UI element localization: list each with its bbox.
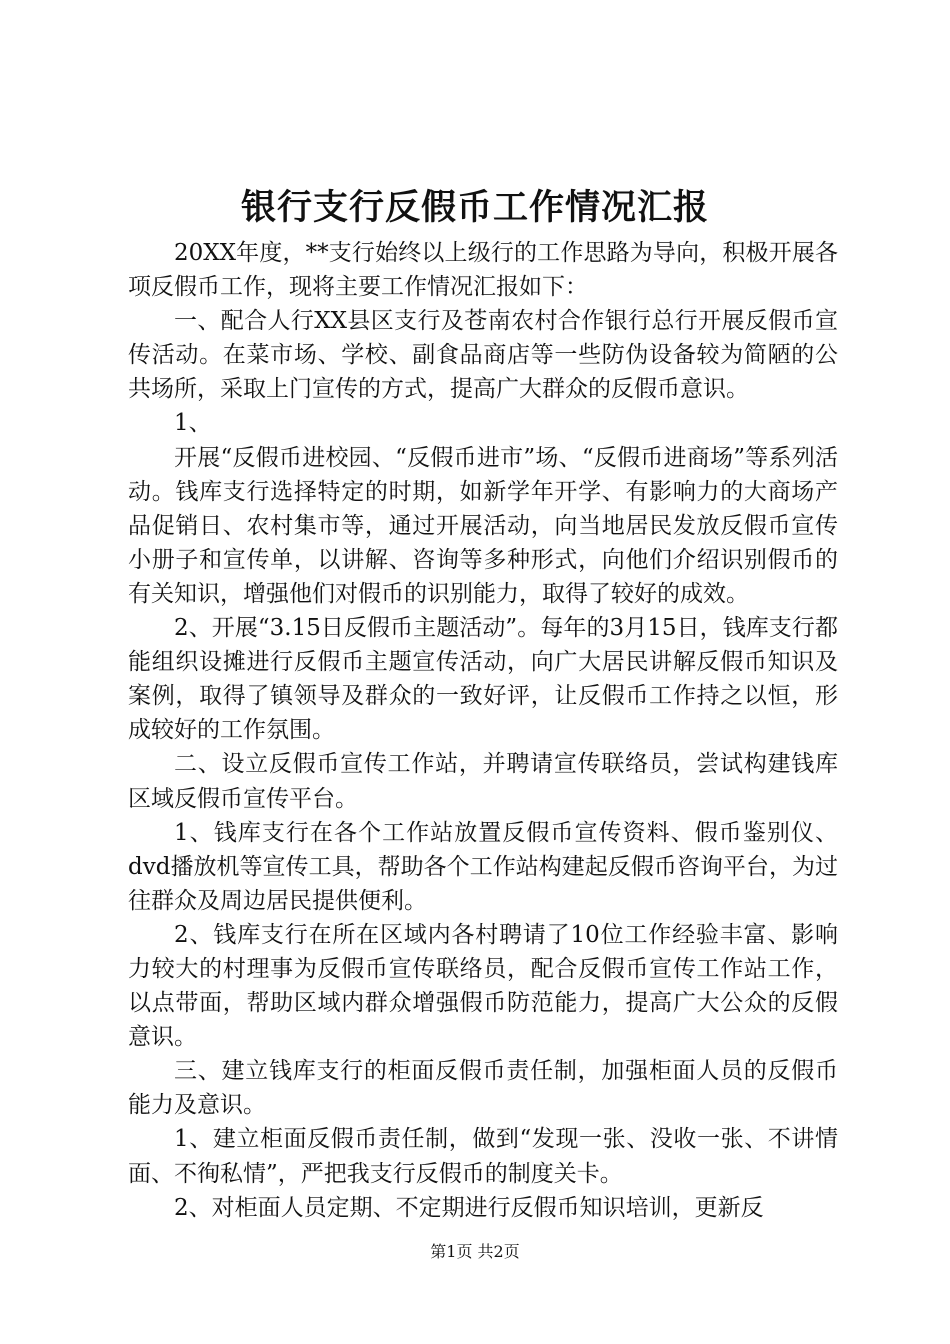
paragraph-item-1-2: 2、开展“3.15日反假币主题活动”。每年的3月15日，钱库支行都能组织设摊进行反假币主题宣传活动，向广大居民讲解反假币知识及案例，取得了镇领导及群众的一致好评，让反假币工作持之以恒，形成较好的工作氛围。 bbox=[128, 615, 838, 744]
paragraph-item-3-2: 2、对柜面人员定期、不定期进行反假币知识培训，更新反 bbox=[174, 1194, 764, 1221]
document-title: 银行支行反假币工作情况汇报 bbox=[240, 187, 709, 228]
page-number: 第1页 共2页 bbox=[430, 1242, 520, 1261]
paragraph-intro: 20XX年度，**支行始终以上级行的工作思路为导向，积极开展各项反假币工作，现将主要工作情况汇报如下： bbox=[128, 240, 838, 301]
paragraph-item-2-1: 1、钱库支行在各个工作站放置反假币宣传资料、假币鉴别仪、dvd播放机等宣传工具，帮助各个工作站构建起反假币咨询平台，为过往群众及周边居民提供便利。 bbox=[128, 819, 838, 914]
paragraph-section-3: 三、建立钱库支行的柜面反假币责任制，加强柜面人员的反假币能力及意识。 bbox=[128, 1058, 838, 1119]
paragraph-item-3-1: 1、建立柜面反假币责任制，做到“发现一张、没收一张、不讲情面、不徇私情”，严把我支行反假币的制度关卡。 bbox=[128, 1126, 838, 1187]
paragraph-section-2: 二、设立反假币宣传工作站，并聘请宣传联络员，尝试构建钱库区域反假币宣传平台。 bbox=[128, 751, 838, 812]
paragraph-item-2-2: 2、钱库支行在所在区域内各村聘请了10位工作经验丰富、影响力较大的村理事为反假币宣传联络员，配合反假币宣传工作站工作，以点带面，帮助区域内群众增强假币防范能力，提高广大公众的反假意识。 bbox=[128, 921, 838, 1051]
document-body bbox=[128, 236, 838, 1225]
paragraph-item-1-1: 开展“反假币进校园、“反假币进市”场、“反假币进商场”等系列活动。钱库支行选择特定的时期，如新学年开学、有影响力的大商场产品促销日、农村集市等，通过开展活动，向当地居民发放反假币宣传小册子和宣传单，以讲解、咨询等多种形式，向他们介绍识别假币的有关知识，增强他们对假币的识别能力，取得了较好的成效。 bbox=[128, 444, 838, 607]
paragraph-item-number: 1、 bbox=[174, 410, 212, 437]
paragraph-section-1: 一、配合人行XX县区支行及苍南农村合作银行总行开展反假币宣传活动。在菜市场、学校、副食品商店等一些防伪设备较为简陋的公共场所，采取上门宣传的方式，提高广大群众的反假币意识。 bbox=[128, 308, 838, 403]
